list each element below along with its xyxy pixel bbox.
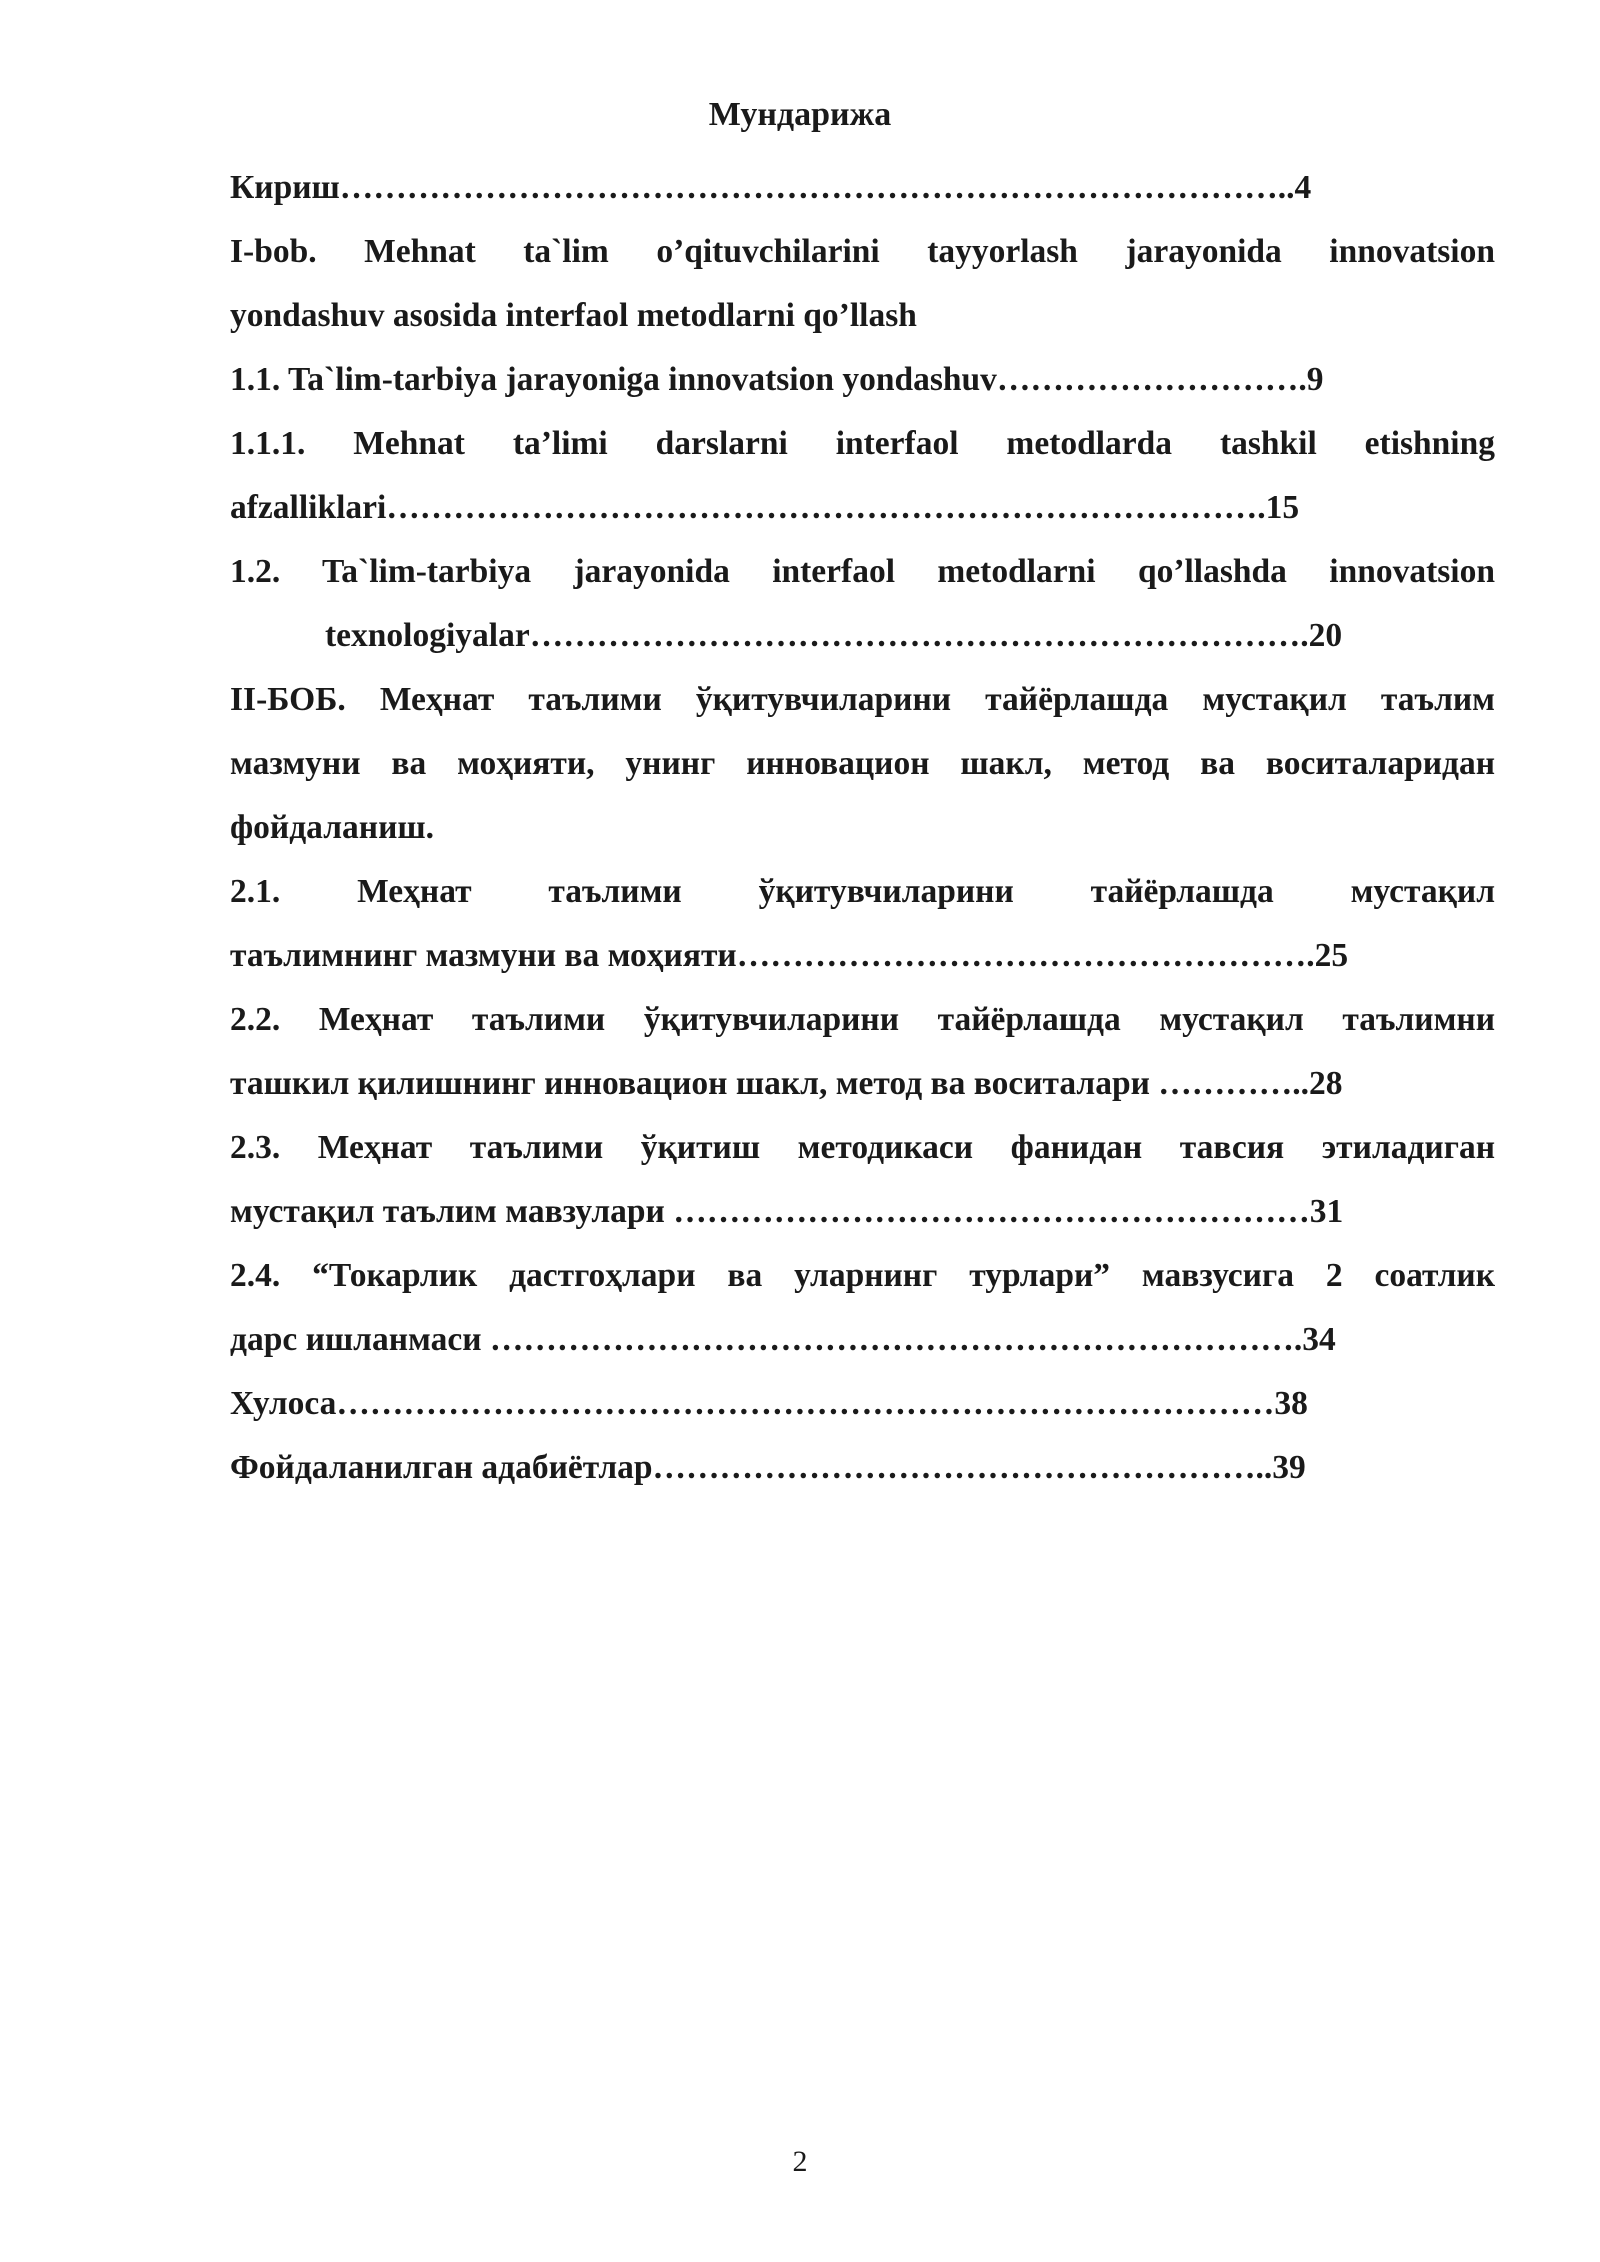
- toc-entry-intro: Кириш…………………………………………………………………………..4: [230, 169, 1312, 206]
- toc-entry-2-3-line-1: 2.3. Меҳнат таълими ўқитиш методикаси фанидан тавсия этиладиган: [230, 1129, 1495, 1166]
- toc-entry-1-1-1-line-1: 1.1.1. Mehnat ta’limi darslarni interfaol metodlarda tashkil etishning: [230, 425, 1495, 462]
- toc-entry-1-1-1-line-2: afzalliklari…………………………………………………………………….15: [230, 489, 1300, 526]
- toc-entry-references: Фойдаланилган адабиётлар………………………………………………..39: [230, 1449, 1306, 1486]
- page-number: 2: [792, 2145, 808, 2178]
- toc-chapter-2-line-3: фойдаланиш.: [230, 809, 435, 846]
- toc-chapter-1-line-1: I-bob. Mehnat ta`lim o’qituvchilarini tayyorlash jarayonida innovatsion: [230, 233, 1495, 270]
- toc-entry-2-2-line-1: 2.2. Меҳнат таълими ўқитувчиларини тайёрлашда мустақил таълимни: [230, 1001, 1495, 1038]
- toc-entry-2-4-line-1: 2.4. “Токарлик дастгоҳлари ва уларнинг турлари” мавзусига 2 соатлик: [230, 1257, 1495, 1294]
- toc-entry-conclusion: Хулоса…………………………………………………………………………38: [230, 1385, 1308, 1422]
- toc-chapter-2-line-1: II-БОБ. Меҳнат таълими ўқитувчиларини тайёрлашда мустақил таълим: [230, 681, 1495, 718]
- toc-entry-2-2-line-2: ташкил қилишнинг инновацион шакл, метод ва воситалари …………..28: [230, 1065, 1343, 1102]
- toc-entry-2-1-line-1: 2.1. Меҳнат таълими ўқитувчиларини тайёрлашда мустақил: [230, 873, 1495, 910]
- toc-entry-2-4-line-2: дарс ишланмаси ……………………………………………………………….34: [230, 1321, 1336, 1358]
- toc-chapter-1-line-2: yondashuv asosida interfaol metodlarni qo’llash: [230, 297, 917, 334]
- page-title: Мундарижа: [708, 96, 892, 133]
- toc-entry-1-1: 1.1. Ta`lim-tarbiya jarayoniga innovatsion yondashuv……………………….9: [230, 361, 1324, 398]
- toc-chapter-2-line-2: мазмуни ва моҳияти, унинг инновацион шакл, метод ва воситаларидан: [230, 745, 1495, 782]
- toc-entry-2-1-line-2: таълимнинг мазмуни ва моҳияти…………………………………………….25: [230, 937, 1349, 974]
- toc-entry-2-3-line-2: мустақил таълим мавзулари …………………………………………………31: [230, 1193, 1344, 1230]
- toc-entry-1-2-line-1: 1.2. Ta`lim-tarbiya jarayonida interfaol metodlarni qo’llashda innovatsion: [230, 553, 1495, 590]
- toc-entry-1-2-line-2: texnologiyalar…………………………………………………………….20: [325, 617, 1343, 654]
